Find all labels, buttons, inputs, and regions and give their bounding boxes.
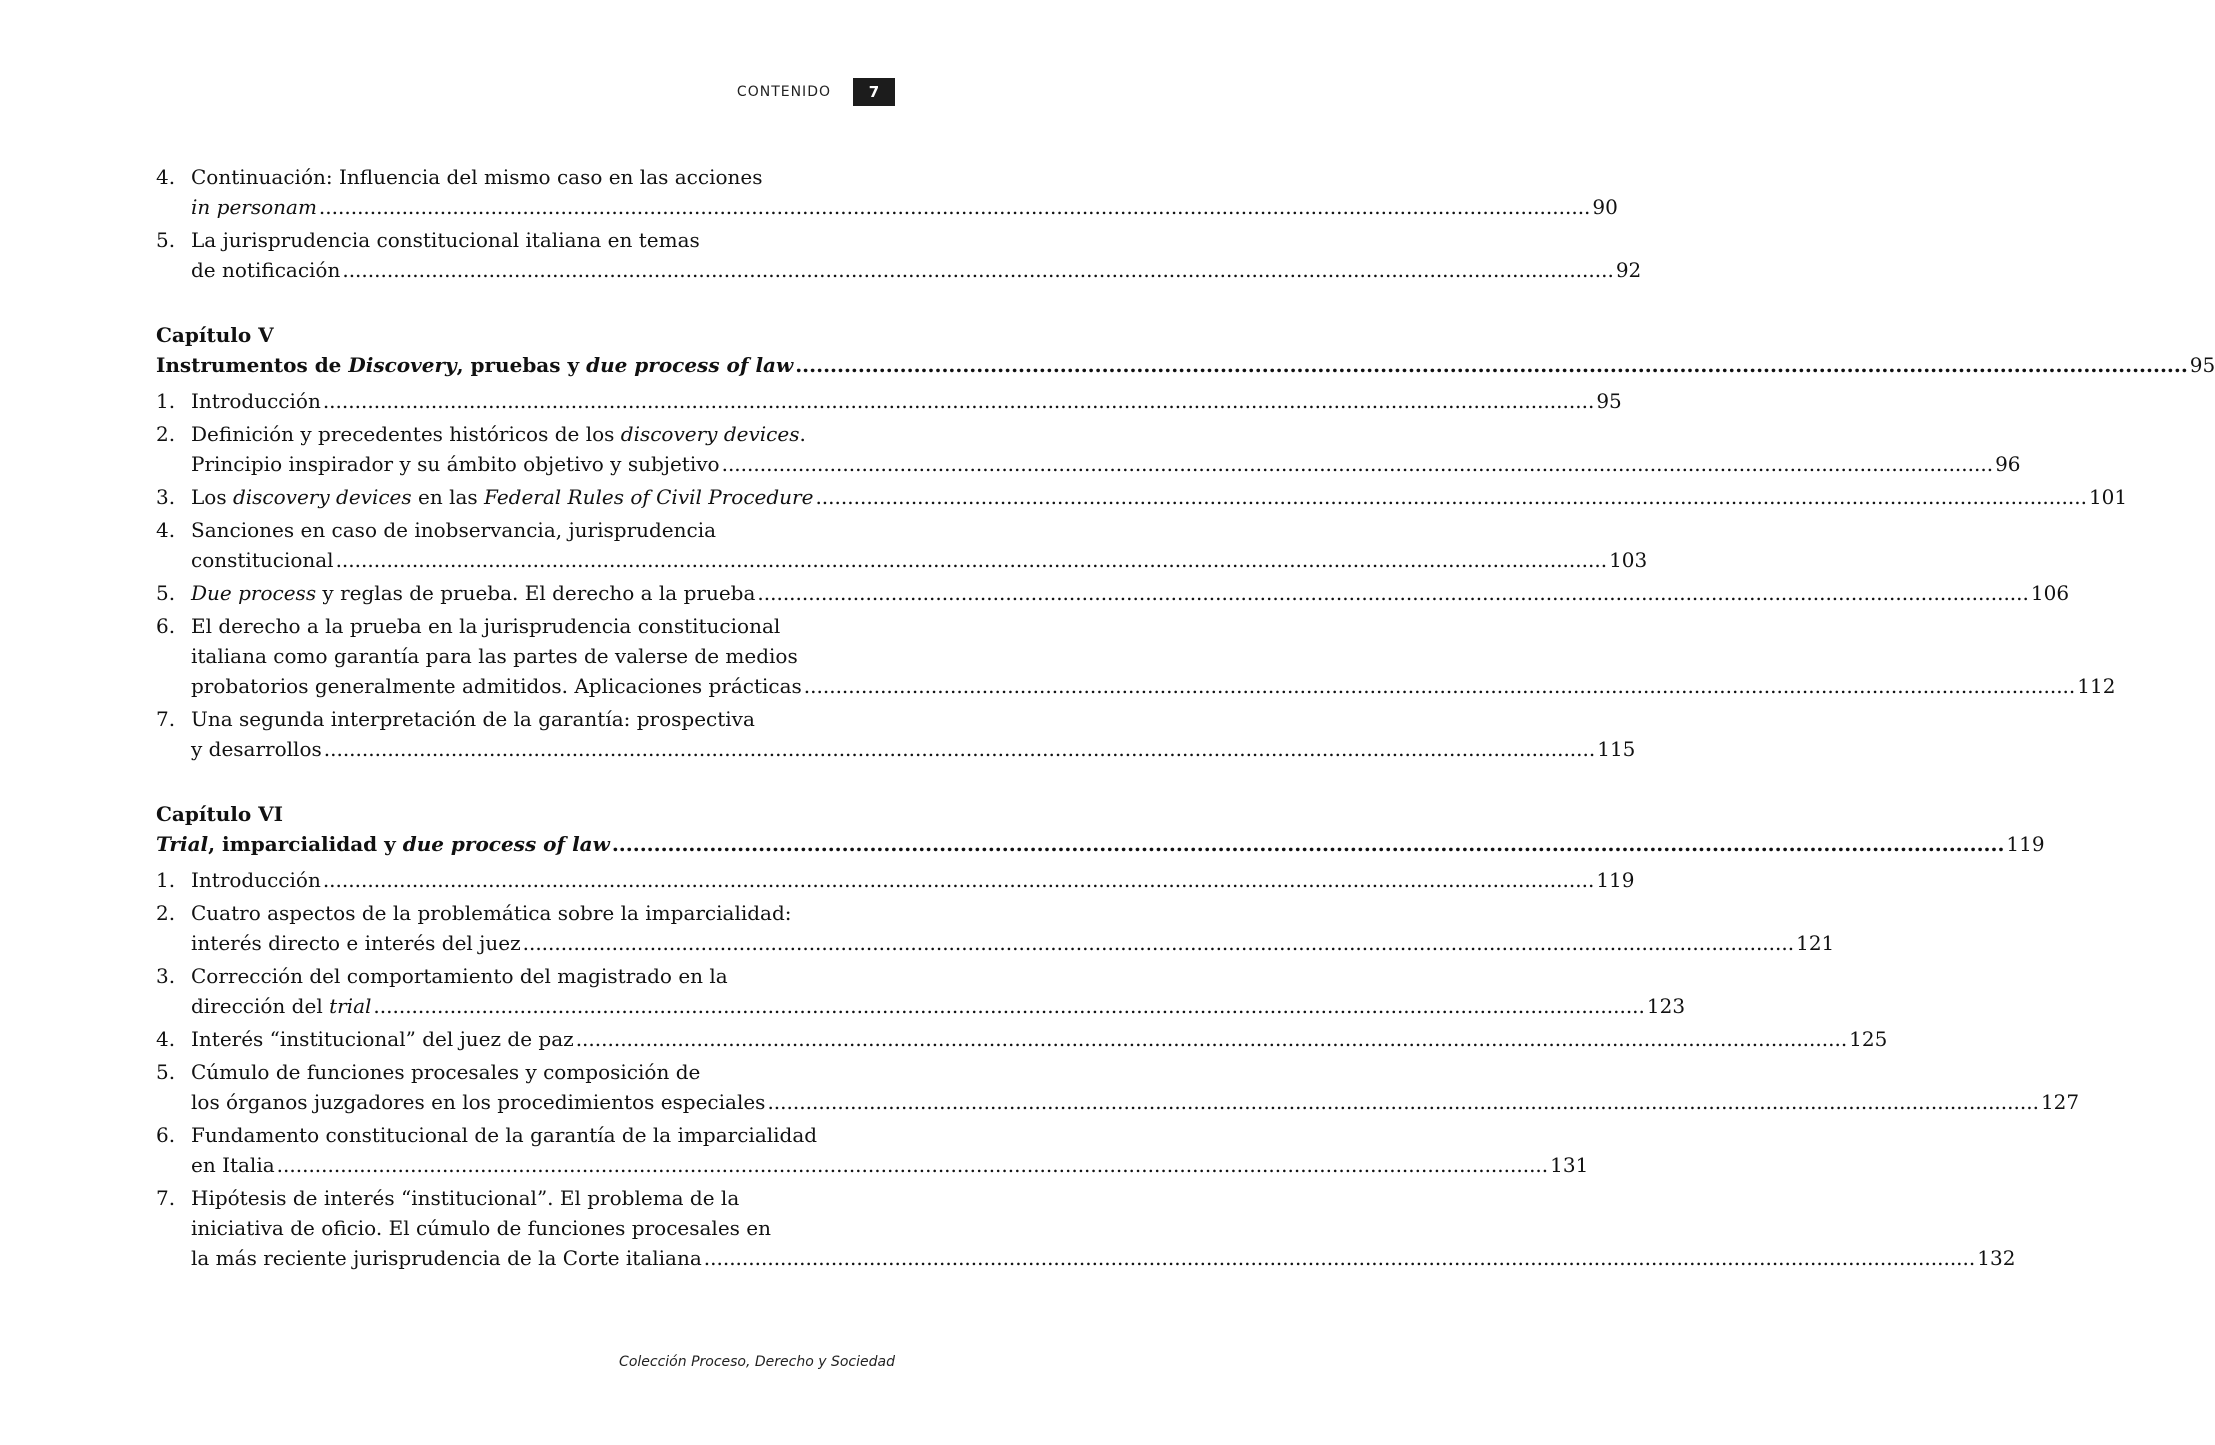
toc-entry[interactable]: 6. Fundamento constitucional de la garantía de la imparcialidad en Italia ..... 131	[156, 1120, 894, 1180]
page-ref: 92	[1615, 258, 1642, 282]
toc-entry[interactable]: 6. El derecho a la prueba en la jurisprudencia constitucional italiana como garantía para las partes de valerse de medios probatorios generalmente admitidos. Aplicaciones prácticas ..... 112	[156, 611, 894, 701]
toc-entry[interactable]: 1. Introducción ..... 119	[156, 865, 894, 895]
page-ref: 95	[1596, 389, 1622, 413]
toc-entry[interactable]: 4. Interés “institucional” del juez de paz ..... 125	[156, 1024, 894, 1054]
page-number: 7	[853, 78, 895, 106]
page-ref: 115	[1597, 737, 1636, 761]
page-ref: 90	[1592, 195, 1618, 219]
page-ref: 131	[1550, 1153, 1589, 1177]
toc-entry[interactable]: 1. Introducción ..... 95	[156, 386, 894, 416]
running-head	[737, 78, 895, 106]
chapter-label: Capítulo VI	[156, 802, 284, 826]
page-ref: 106	[2030, 581, 2070, 605]
page-ref: 119	[1596, 868, 1635, 892]
page-ref: 101	[2088, 485, 2128, 509]
toc-entry[interactable]: 7. Hipótesis de interés “institucional”. El problema de la iniciativa de oficio. El cúmulo de funciones procesales en la más reciente jurisprudencia de la Corte italiana ..... 132	[156, 1183, 894, 1273]
chapter-v	[156, 320, 2215, 764]
toc-entry[interactable]: 2. Definición y precedentes históricos de los discovery devices. Principio inspirador y su ámbito objetivo y subjetivo ..... 96	[156, 419, 894, 479]
page-ref: 132	[1977, 1246, 2016, 1270]
toc-entry[interactable]: 5. Cúmulo de funciones procesales y composición de los órganos juzgadores en los procedimientos especiales ..... 127	[156, 1057, 894, 1117]
chapter-label: Capítulo V	[156, 323, 274, 347]
page-ref: 125	[1849, 1027, 1888, 1051]
chapter-title[interactable]: Instrumentos de Discovery, pruebas y due process of law ..... 95	[156, 350, 894, 380]
toc-entry[interactable]: 3. Los discovery devices en las Federal Rules of Civil Procedure ..... 101	[156, 482, 894, 512]
page-ref: 95	[2189, 353, 2215, 377]
page-ref: 127	[2040, 1090, 2080, 1114]
page-ref: 121	[1796, 931, 1835, 955]
footer-collection: Colección Proceso, Derecho y Sociedad	[619, 1354, 895, 1370]
toc-entry[interactable]: 4. Sanciones en caso de inobservancia, jurisprudencia constitucional ..... 103	[156, 515, 894, 575]
page-ref: 112	[2077, 674, 2116, 698]
toc-entry[interactable]: 3. Corrección del comportamiento del magistrado en la dirección del trial ..... 123	[156, 961, 894, 1021]
page-ref: 123	[1646, 994, 1686, 1018]
table-of-contents	[156, 162, 2215, 1276]
chapter-vi	[156, 799, 2080, 1273]
page-ref: 96	[1995, 452, 2021, 476]
toc-entry[interactable]: 7. Una segunda interpretación de la garantía: prospectiva y desarrollos ..... 115	[156, 704, 894, 764]
chapter-title[interactable]: Trial, imparcialidad y due process of law ..... 119	[156, 829, 894, 859]
page-ref: 103	[1609, 548, 1648, 572]
toc-entry[interactable]: 5. Due process y reglas de prueba. El derecho a la prueba ..... 106	[156, 578, 894, 608]
toc-entry[interactable]: 2. Cuatro aspectos de la problemática sobre la imparcialidad: interés directo e interés del juez ..... 121	[156, 898, 894, 958]
running-head-section: CONTENIDO	[736, 84, 831, 100]
toc-entry[interactable]: 5. La jurisprudencia constitucional italiana en temas de notificación ..... 92	[156, 225, 894, 285]
page-ref: 119	[2006, 832, 2045, 856]
toc-entry[interactable]: 4. Continuación: Influencia del mismo caso en las acciones in personam ..... 90	[156, 162, 894, 222]
